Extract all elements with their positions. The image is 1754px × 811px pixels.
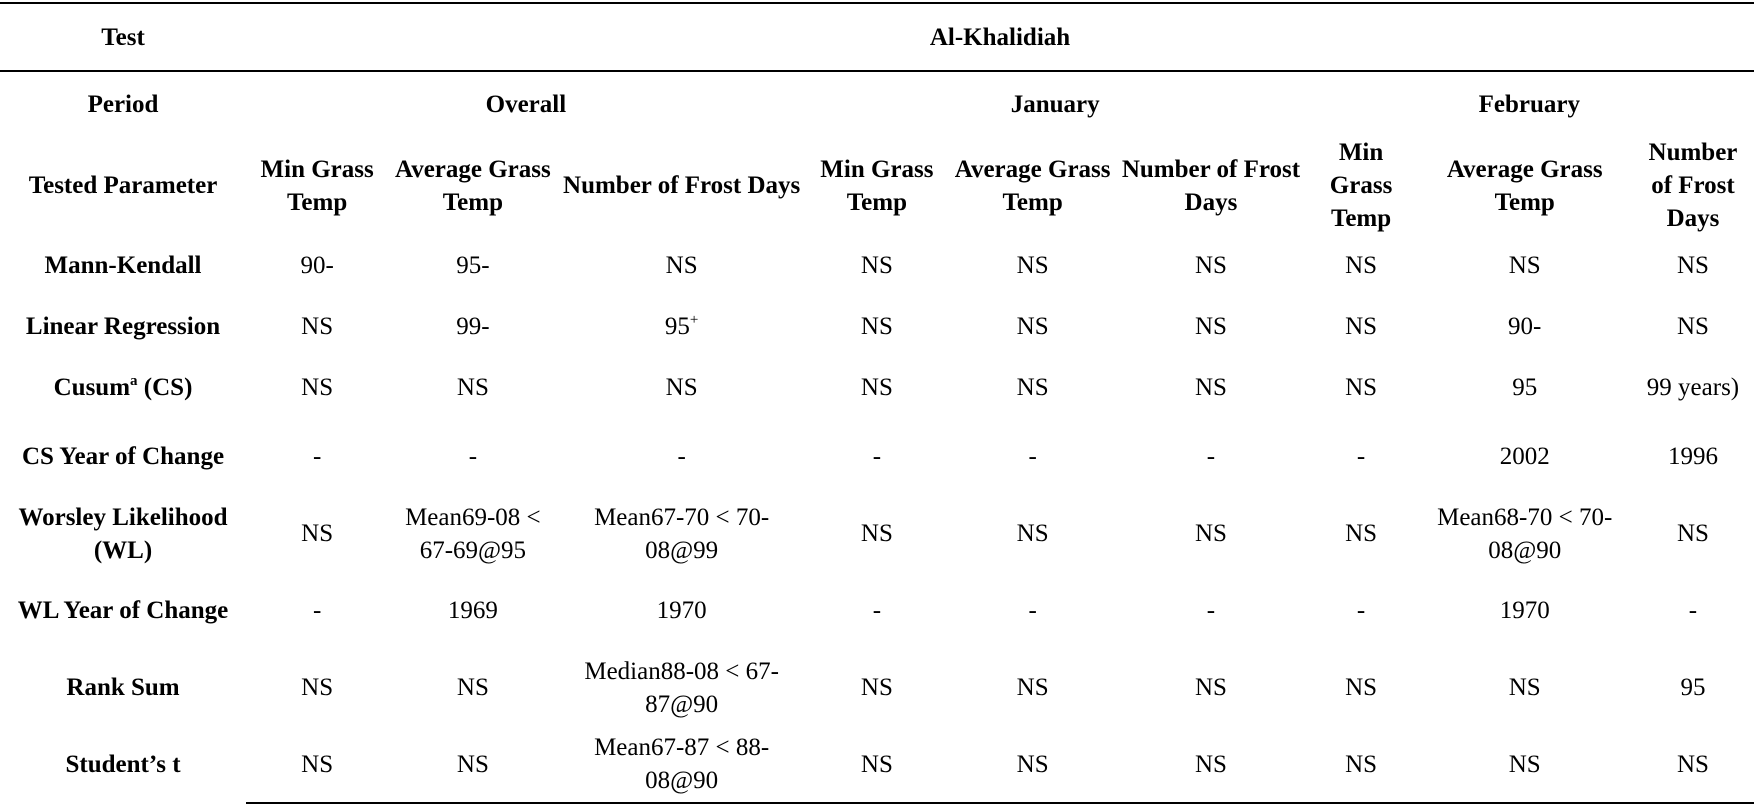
table-cell: NS: [860, 374, 893, 401]
row-label: Mann-Kendall: [44, 252, 202, 279]
table-cell: NS: [1117, 726, 1304, 803]
station-header-row: [0, 3, 1754, 71]
table-cell: -: [1688, 597, 1698, 624]
table-row: [0, 296, 1754, 357]
table-cell: 90-: [300, 252, 334, 279]
table-cell: NS: [860, 313, 893, 340]
row-label: Student’s t: [65, 751, 181, 778]
table-cell: NS: [860, 674, 893, 701]
table-cell: 95: [1680, 674, 1706, 701]
table-cell: NS: [860, 252, 893, 279]
table-cell: NS: [388, 726, 557, 803]
table-cell: NS: [860, 520, 893, 547]
table-cell: NS: [1194, 520, 1227, 547]
table-cell: NS: [1345, 252, 1378, 279]
tested-parameter-label: Tested Parameter: [28, 172, 218, 199]
table-cell: NS: [665, 374, 698, 401]
table-cell: -: [872, 597, 882, 624]
table-cell: -: [677, 443, 686, 470]
table-cell: 95-: [456, 252, 490, 279]
test-header: Test: [0, 3, 246, 71]
table-cell: NS: [1305, 726, 1418, 803]
period-header-row: [0, 71, 1754, 136]
table-cell: Mean67-87 < 88-08@90: [558, 726, 806, 803]
table-cell: NS: [1194, 374, 1227, 401]
table-cell: 90-: [1508, 313, 1542, 340]
table-cell: NS: [806, 726, 948, 803]
period-february: February: [1478, 90, 1580, 118]
table-cell: NS: [1345, 313, 1378, 340]
parameter-header: Min Grass Temp: [1329, 139, 1393, 232]
table-cell: 95: [1512, 374, 1538, 401]
row-label-suffix: (CS): [137, 374, 193, 401]
table-cell: NS: [948, 726, 1117, 803]
table-cell: NS: [1016, 520, 1049, 547]
table-row: [0, 649, 1754, 726]
table-cell: Mean68-70 < 70-08@90: [1437, 503, 1613, 564]
row-label: [0, 357, 246, 418]
table-cell: 2002: [1499, 443, 1550, 470]
table-row: [0, 726, 1754, 803]
table-cell: -: [1206, 597, 1216, 624]
table-cell: NS: [1417, 726, 1631, 803]
row-label: Worsley Likelihood (WL): [18, 503, 228, 564]
row-label-text: Cusum: [53, 374, 131, 401]
table-cell: 1969: [447, 597, 498, 624]
superscript: +: [689, 312, 699, 328]
table-cell: NS: [1345, 674, 1378, 701]
period-overall: Overall: [485, 90, 567, 118]
table-row: [0, 572, 1754, 649]
cell-value: 95: [664, 313, 690, 340]
table-cell: Mean69-08 < 67-69@95: [405, 503, 541, 564]
row-label: Linear Regression: [25, 313, 221, 340]
table-cell: 1970: [656, 597, 707, 624]
table-row: [0, 418, 1754, 495]
table-cell: NS: [1676, 520, 1709, 547]
table-cell: -: [468, 443, 478, 470]
table-cell: NS: [246, 726, 388, 803]
table-cell: NS: [1345, 374, 1378, 401]
table-cell-with-sup: [558, 296, 806, 357]
period-label: Period: [87, 90, 159, 118]
table-cell: NS: [1676, 313, 1709, 340]
table-cell: NS: [1194, 313, 1227, 340]
period-january: January: [1010, 90, 1100, 118]
table-cell: NS: [1632, 726, 1754, 803]
table-row: [0, 357, 1754, 418]
table-cell: -: [1028, 443, 1037, 470]
table-cell: Median88-08 < 67-87@90: [584, 657, 779, 718]
table-cell: 99-: [456, 313, 490, 340]
parameter-header: Min Grass Temp: [260, 155, 374, 216]
table-cell: NS: [665, 252, 698, 279]
table-cell: NS: [1194, 674, 1227, 701]
table-cell: NS: [1016, 674, 1049, 701]
parameter-header: Average Grass Temp: [395, 155, 551, 216]
table-cell: NS: [301, 674, 334, 701]
table-cell: 1970: [1499, 597, 1550, 624]
row-label: WL Year of Change: [17, 597, 229, 624]
table-cell: -: [1206, 443, 1216, 470]
table-cell: NS: [301, 374, 334, 401]
station-header: Al-Khalidiah: [246, 3, 1754, 71]
row-label: Rank Sum: [66, 674, 180, 701]
parameter-header: Number of Frost Days: [1648, 139, 1738, 232]
parameter-header: Number of Frost Days: [1121, 155, 1301, 216]
table-cell: -: [872, 443, 882, 470]
table-cell: -: [312, 443, 322, 470]
table-cell: -: [1356, 597, 1366, 624]
table-row: [0, 235, 1754, 296]
table-cell: -: [1028, 597, 1037, 624]
row-label: CS Year of Change: [21, 443, 225, 470]
table-cell: NS: [1016, 252, 1049, 279]
results-table: [0, 2, 1754, 804]
table-cell: NS: [1508, 252, 1541, 279]
table-cell: NS: [1016, 313, 1049, 340]
table-cell: Mean67-70 < 70-08@99: [594, 503, 770, 564]
parameter-header: Number of Frost Days: [563, 172, 801, 199]
table-cell: NS: [1508, 674, 1541, 701]
table-cell: 1996: [1667, 443, 1718, 470]
superscript: a: [130, 373, 138, 389]
parameter-header: Min Grass Temp: [820, 155, 934, 216]
table-cell: NS: [1016, 374, 1049, 401]
table-cell: NS: [456, 374, 489, 401]
table-cell: NS: [1676, 252, 1709, 279]
parameter-header: Average Grass Temp: [954, 155, 1111, 216]
parameter-header-row: [0, 136, 1754, 235]
table-cell: 99 years): [1646, 374, 1740, 401]
parameter-header: Average Grass Temp: [1446, 155, 1603, 216]
table-cell: NS: [1345, 520, 1378, 547]
table-row: [0, 495, 1754, 572]
table-cell: NS: [1194, 252, 1227, 279]
table-cell: NS: [456, 674, 489, 701]
table-cell: NS: [301, 520, 334, 547]
table-cell: -: [1356, 443, 1366, 470]
table-cell: -: [312, 597, 322, 624]
table-cell: NS: [301, 313, 334, 340]
